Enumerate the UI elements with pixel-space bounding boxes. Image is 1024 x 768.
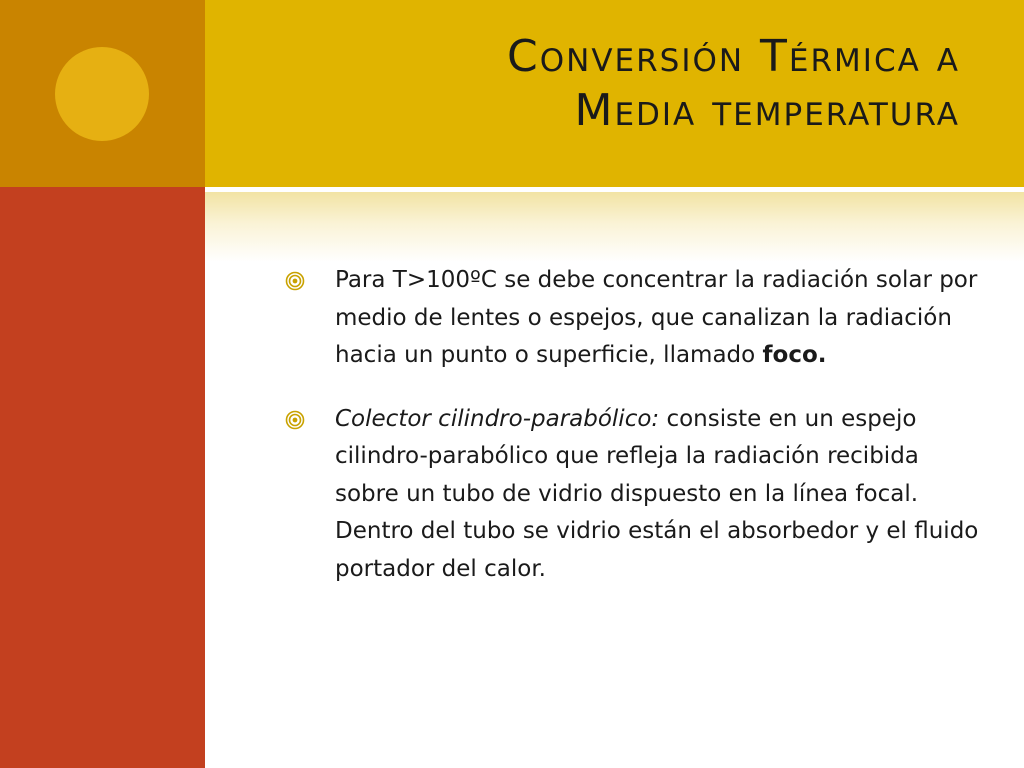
bullet-text-italic: Colector cilindro-parabólico: — [335, 405, 660, 432]
concentric-circles-icon — [285, 410, 305, 430]
bullet-item-1 — [283, 262, 983, 375]
slide-title — [260, 30, 960, 138]
bullet-item-2 — [283, 401, 983, 589]
concentric-circles-icon — [285, 271, 305, 291]
bullet-text-normal: Para T>100ºC se debe concentrar la radiación solar por medio de lentes o espejos, que canalizan la radiación hacia un punto o superficie, llamado — [335, 267, 978, 368]
decorative-circle — [55, 47, 149, 141]
slide-title-line-2: Media temperatura — [574, 85, 960, 136]
left-top-panel — [0, 0, 205, 187]
bullet-text — [335, 401, 983, 589]
slide-title-line-1: Conversión Térmica a — [507, 31, 960, 82]
bullet-text-bold: foco. — [762, 342, 827, 368]
left-bottom-panel — [0, 187, 205, 768]
slide-content — [283, 262, 983, 614]
bullet-text-normal: consiste en un espejo cilindro-parabólico que refleja la radiación recibida sobre un tubo de vidrio dispuesto en la línea focal. Dentro del tubo se vidrio están el absorbedor y el fluido portador del calor. — [335, 405, 979, 582]
bullet-text — [335, 262, 983, 375]
gradient-band — [205, 192, 1024, 262]
